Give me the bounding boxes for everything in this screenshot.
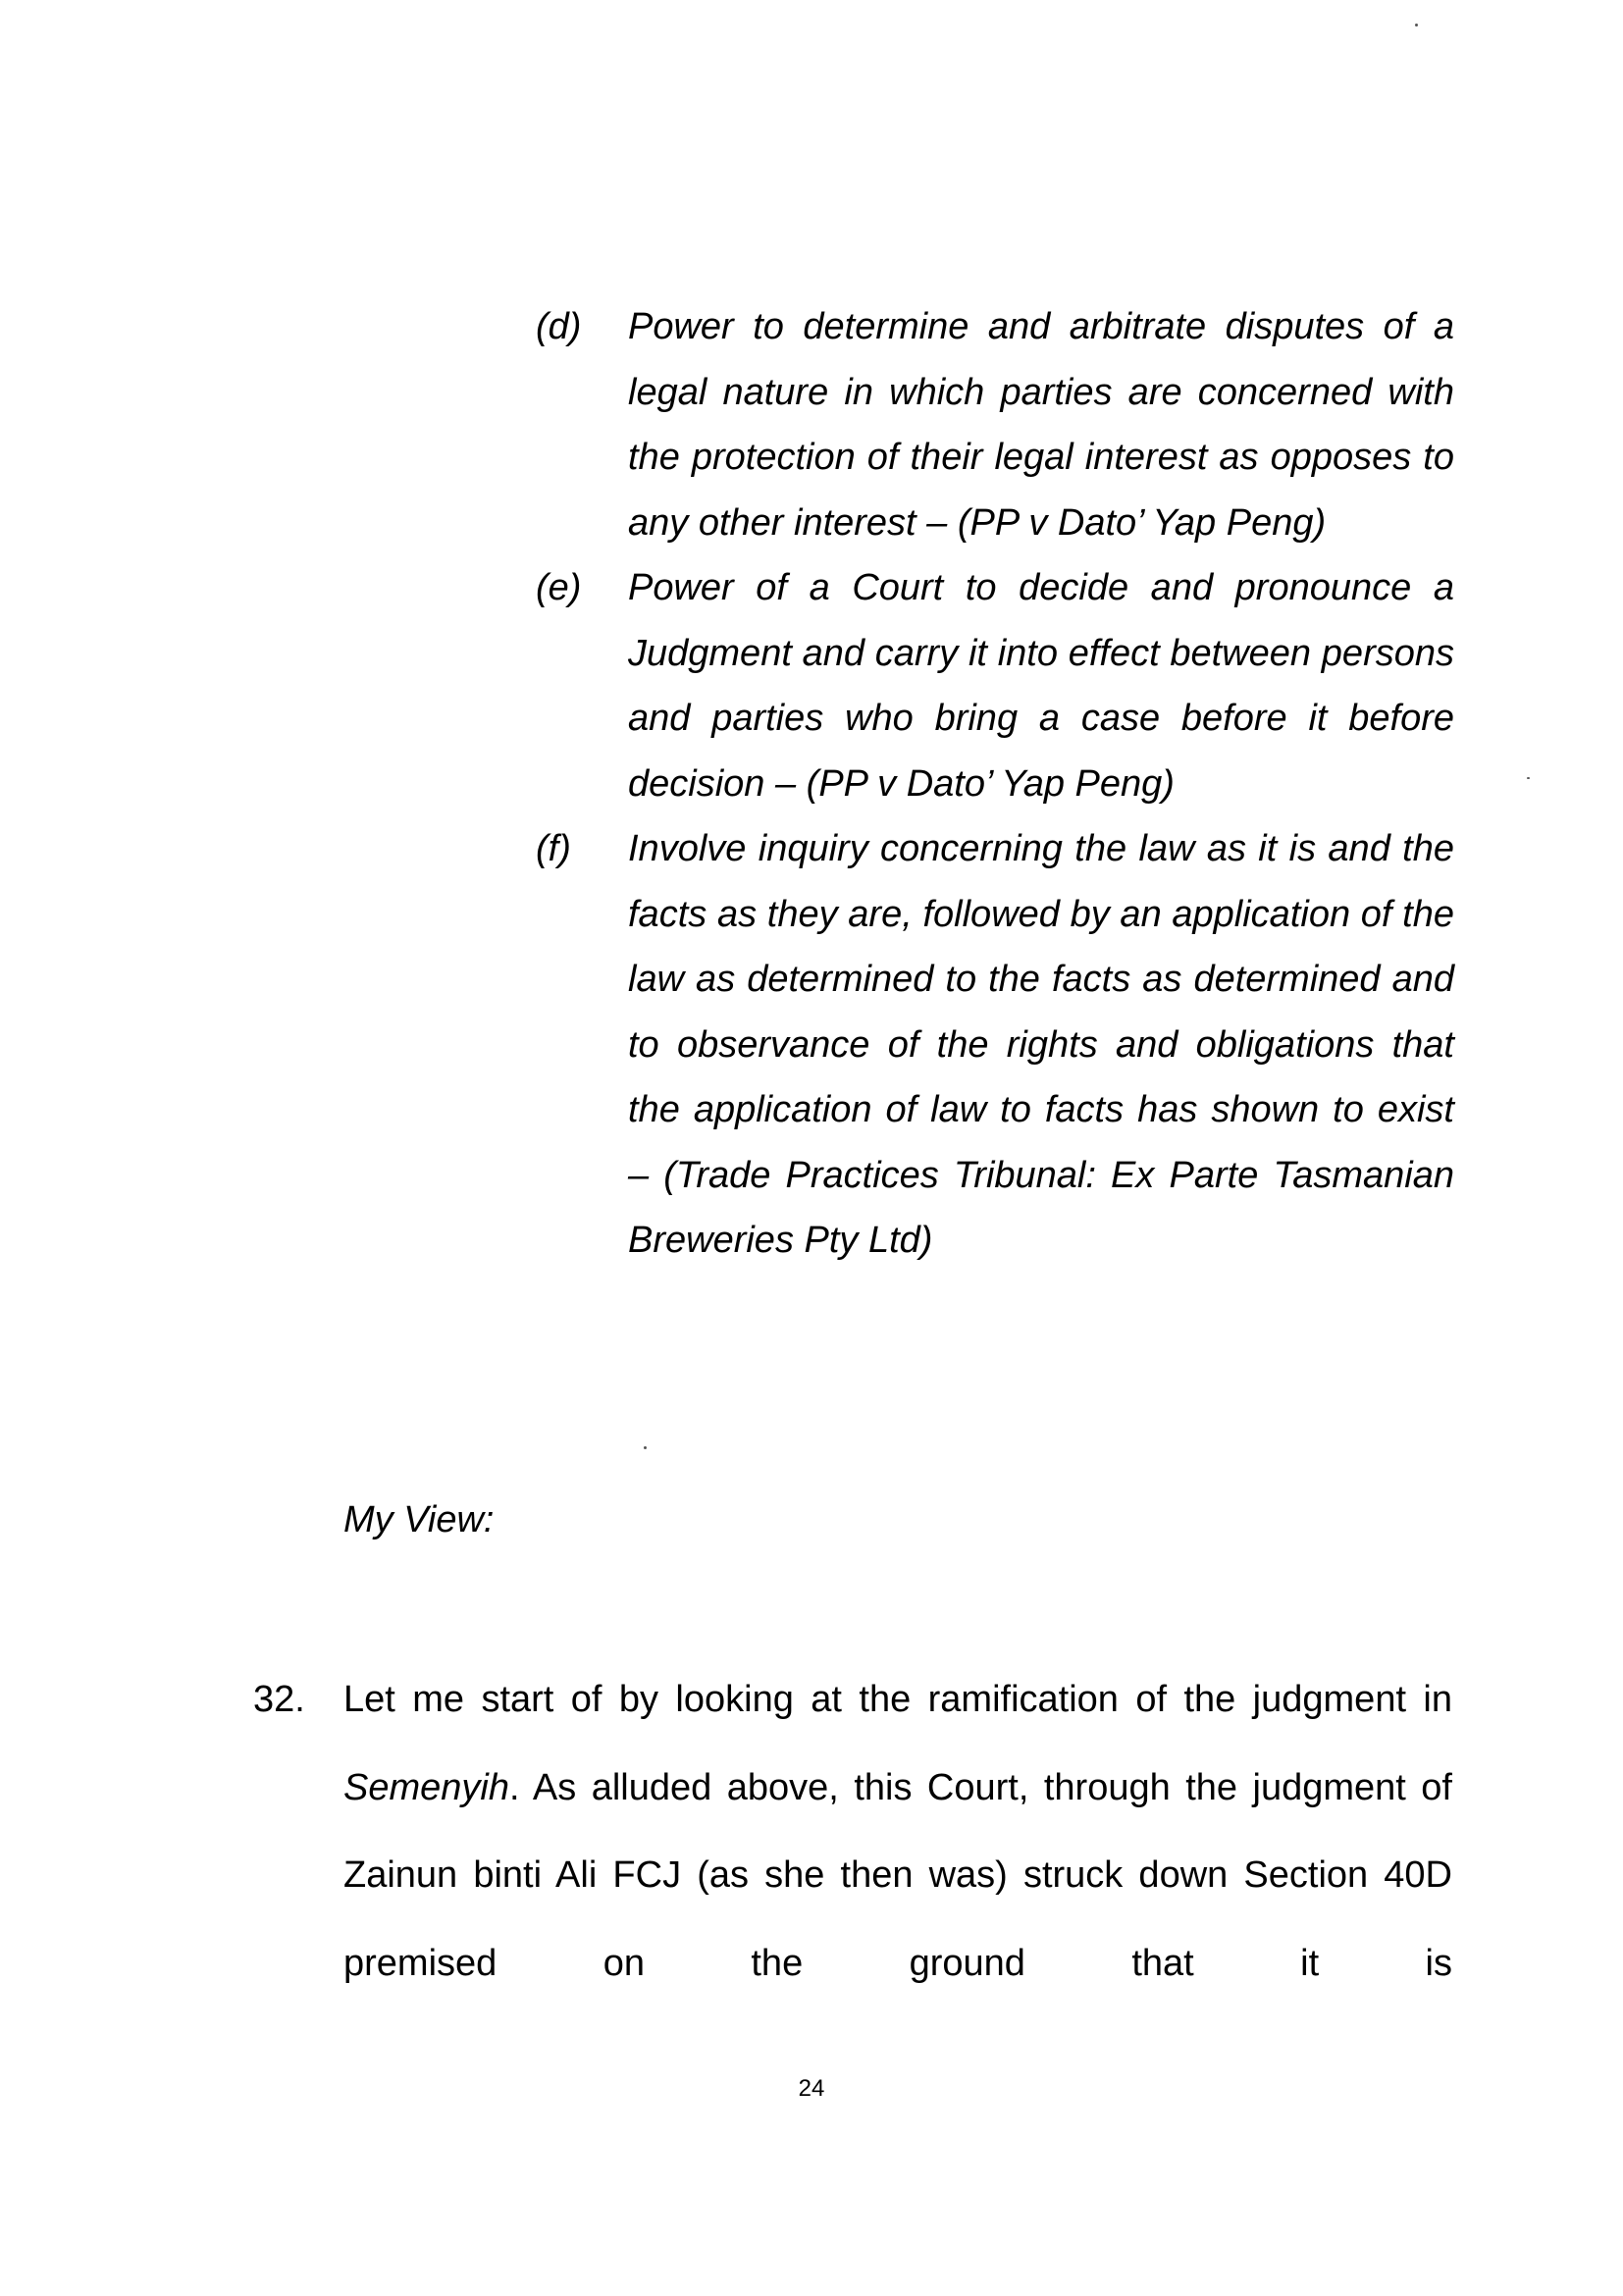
scan-speck — [1415, 24, 1418, 26]
case-name-emphasis: Semenyih — [343, 1766, 509, 1808]
page-number: 24 — [798, 2075, 825, 2102]
list-item-marker: (d) — [536, 306, 582, 347]
list-item-marker: (f) — [536, 828, 571, 869]
quoted-definitions-list — [536, 294, 1454, 1274]
paragraph-text-start: Let me start of by looking at the ramification of the judgment in — [343, 1679, 1452, 1720]
list-item — [536, 294, 1454, 555]
scan-speck — [644, 1446, 647, 1449]
paragraph-number: 32. — [253, 1679, 305, 1720]
numbered-paragraph — [253, 1656, 1452, 2008]
list-item — [536, 816, 1454, 1274]
section-heading: My View: — [343, 1499, 495, 1540]
list-item-text: Involve inquiry concerning the law as it is and the facts as they are, followed by an application of the law as determined to the facts as determined and to observance of the rights and obligations that the application of law to facts has shown to exist – (Trade Practices Tribunal: Ex Parte Tasmanian Breweries Pty Ltd) — [628, 828, 1454, 1261]
list-item-text: Power of a Court to decide and pronounce a Judgment and carry it into effect between persons and parties who bring a case before it before decision – (PP v Dato’ Yap Peng) — [628, 567, 1454, 805]
paragraph-text — [343, 1656, 1452, 2008]
list-item-text: Power to determine and arbitrate disputes of a legal nature in which parties are concerned with the protection of their legal interest as opposes to any other interest – (PP v Dato’ Yap Peng) — [628, 306, 1454, 544]
list-item — [536, 555, 1454, 816]
paragraph-text-end: . As alluded above, this Court, through the judgment of Zainun binti Ali FCJ (as she then was) struck down Section 40D premised on the ground that it is — [343, 1766, 1452, 1984]
scan-speck — [1527, 777, 1530, 779]
list-item-marker: (e) — [536, 567, 582, 608]
